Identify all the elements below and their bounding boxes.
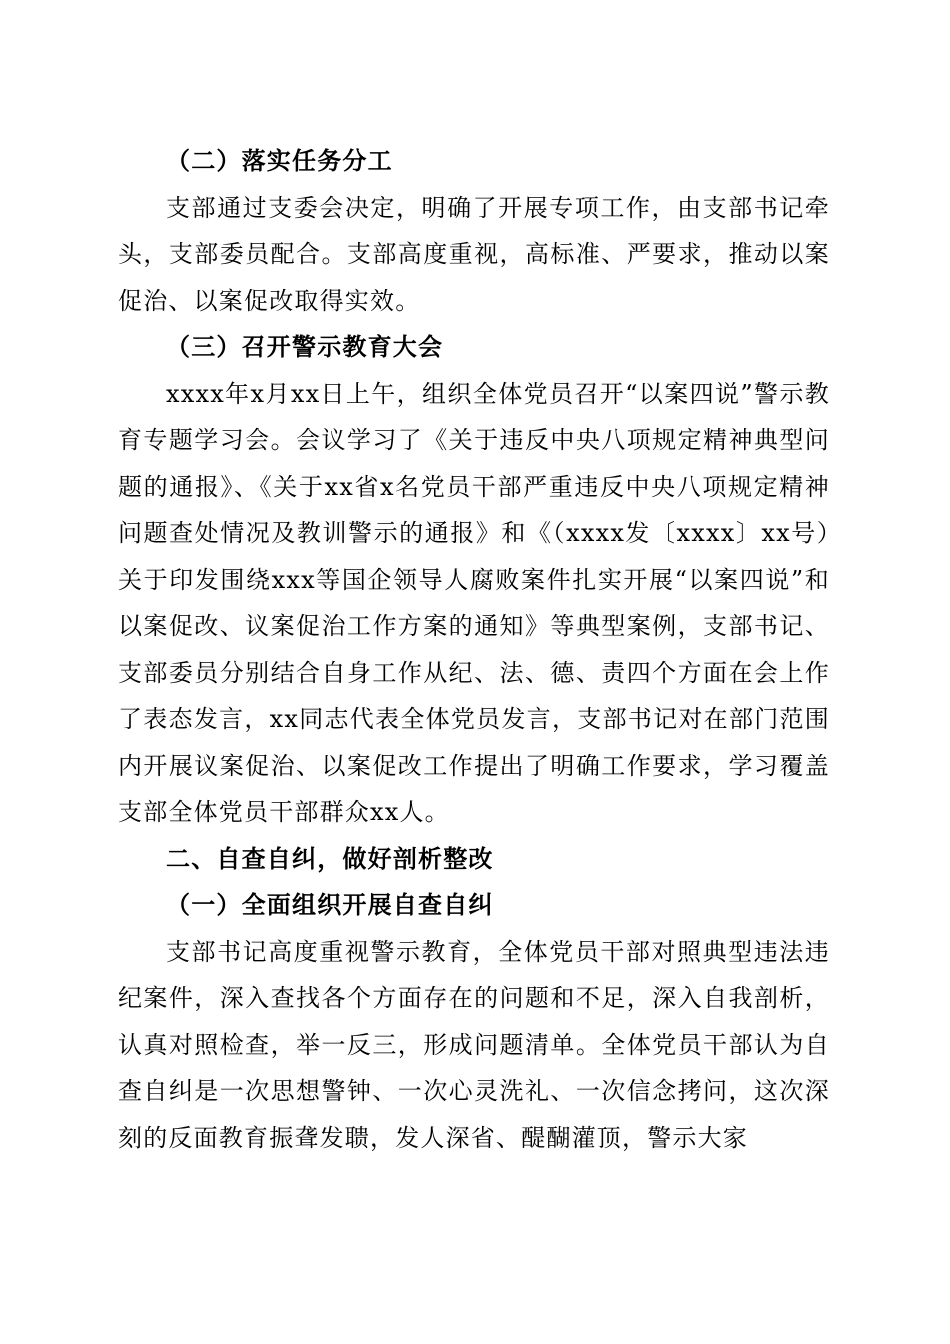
heading-self-inspection: 二、自查自纠，做好剖析整改 (166, 844, 494, 873)
subheading-task-division: （二）落实任务分工 (166, 146, 393, 175)
document-body (118, 138, 830, 1161)
subheading-warning-meeting: （三）召开警示教育大会 (166, 332, 444, 361)
paragraph-task-division: 支部通过支委会决定，明确了开展专项工作，由支部书记牵头，支部委员配合。支部高度重视，高标准、严要求，推动以案促治、以案促改取得实效。 (118, 193, 830, 315)
subheading-self-inspection: （一）全面组织开展自查自纠 (166, 890, 494, 919)
paragraph-warning-meeting: xxxx年x月xx日上午，组织全体党员召开“以案四说”警示教育专题学习会。会议学习了《关于违反中央八项规定精神典型问题的通报》、《关于xx省x名党员干部严重违反中央八项规定精神问题查处情况及教训警示的通报》和《（xxxx发〔xxxx〕xx号）关于印发围绕xxx等国企领导人腐败案件扎实开展“以案四说”和以案促改、议案促治工作方案的通知》等典型案例，支部书记、支部委员分别结合自身工作从纪、法、德、责四个方面在会上作了表态发言，xx同志代表全体党员发言，支部书记对在部门范围内开展议案促治、以案促改工作提出了明确工作要求，学习覆盖支部全体党员干部群众xx人。 (118, 379, 830, 826)
paragraph-self-inspection: 支部书记高度重视警示教育，全体党员干部对照典型违法违纪案件，深入查找各个方面存在的问题和不足，深入自我剖析，认真对照检查，举一反三，形成问题清单。全体党员干部认为自查自纠是一次思想警钟、一次心灵洗礼、一次信念拷问，这次深刻的反面教育振聋发聩，发人深省、醍醐灌顶，警示大家 (118, 937, 830, 1152)
